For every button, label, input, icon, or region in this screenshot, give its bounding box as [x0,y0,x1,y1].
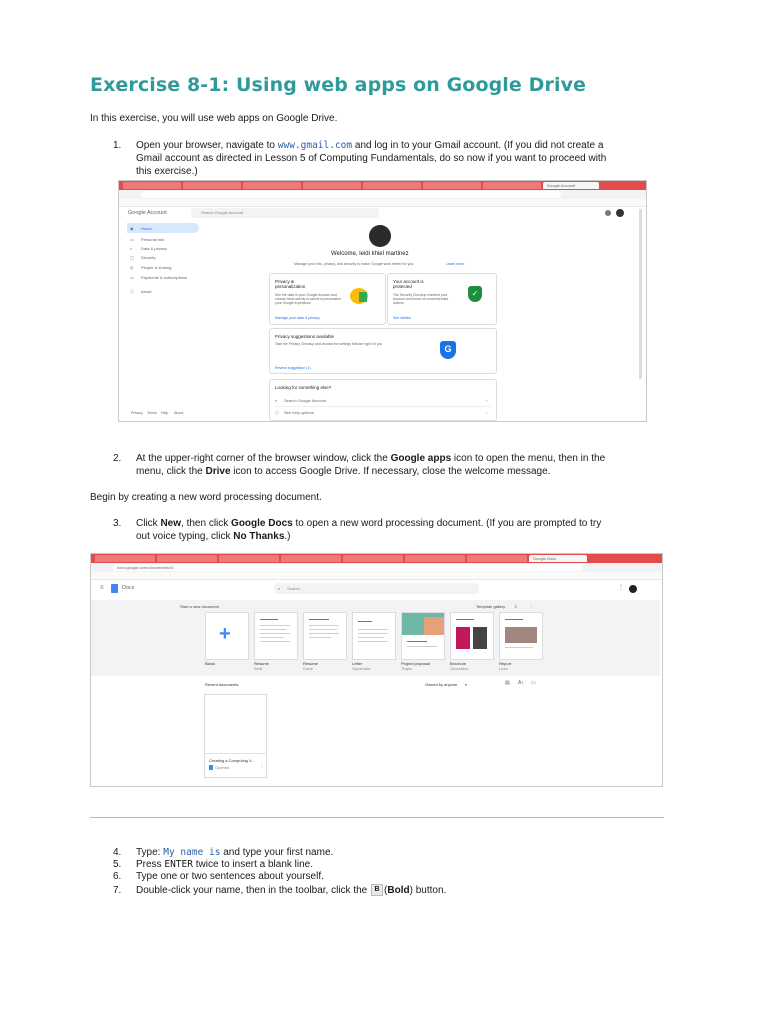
template-name: Brochure [450,661,467,666]
bookmarks-bar [91,572,662,580]
step-text: .) [284,531,291,542]
template-brochure[interactable] [450,612,494,660]
chevron-down-icon: ▾ [465,682,468,687]
nav-item-payments[interactable]: Payments & subscriptions [141,275,188,280]
step-number: 2. [113,453,122,464]
template-name: Blank [205,661,216,666]
folder-icon[interactable]: ▭ [531,680,536,686]
nav-item-home[interactable]: Home [141,226,152,231]
step-text: and type your first name. [223,847,334,858]
step-number: 3. [113,518,122,529]
nav-home-highlight [127,223,199,233]
card-title: Privacy & personalization [275,279,306,289]
docs-logo-icon [111,584,118,593]
privacy-card[interactable] [269,273,386,325]
browser-tab-bar [119,181,646,190]
step-1 [113,139,673,179]
card-item-search[interactable]: Search Google Account [284,398,327,403]
chevron-right-icon: › [486,410,488,415]
scrollbar[interactable] [639,209,642,379]
avatar[interactable] [629,585,637,593]
step-number: 7. [113,885,122,896]
step-text: Press [136,859,162,870]
recent-documents-label: Recent documents [205,682,239,687]
tab-label: Google Account [547,183,576,188]
google-apps-term: Google apps [390,453,452,464]
google-docs-screenshot [90,553,663,787]
no-thanks-term: No Thanks [233,531,285,542]
avatar[interactable] [616,209,624,217]
search-placeholder: Search [287,586,300,591]
step-text: icon to access Google Drive. If necessary, close the welcome message. [233,466,551,477]
start-new-label: Start a new document [180,604,219,609]
docs-logo-icon [209,765,213,770]
step-6 [113,870,673,882]
recent-document-card[interactable] [204,694,267,778]
step-text: out voice typing, click [136,531,231,542]
search-icon: ⌕ [275,398,278,403]
card-text: The Security Checkup checked your account and found no recommended actions [393,293,449,305]
nav-item-about[interactable]: About [141,289,152,294]
menu-icon[interactable]: ≡ [100,585,104,591]
chevron-right-icon: › [486,398,488,403]
step-text: Click [136,518,158,529]
step-text: to open a new word processing document. (If you are prompted to try [295,518,602,529]
template-sub: Spearmint [352,666,371,671]
plus-icon: + [219,623,231,645]
divider [90,817,664,818]
help-icon: ⓘ [275,410,279,415]
step-text: Open your browser, navigate to [136,140,275,151]
google-docs-term: Google Docs [231,518,293,529]
footer-link[interactable]: Terms [147,411,157,415]
step-4 [113,846,673,858]
step-text: Type: [136,847,161,858]
template-sub: Luxe [499,666,508,671]
step-text: , then click [181,518,229,529]
card-title: Your account is protected [393,279,424,289]
nav-privacy-icon: ◐ [130,246,133,251]
nav-person-icon: ▭ [130,237,134,242]
google-account-brand: Google Account [128,210,167,216]
step-2 [113,452,673,480]
template-project-proposal[interactable] [401,612,445,660]
template-sub: Tropic [401,666,412,671]
key-name: ENTER [164,859,193,870]
app-name: Docs [122,585,135,591]
step-text: Type one or two sentences about yourself. [136,871,324,882]
template-resume-coral[interactable] [303,612,347,660]
template-sub: Geometric [450,666,469,671]
owner-filter-dropdown[interactable]: Owned by anyone [425,682,458,687]
card-item-help[interactable]: See help options [284,410,314,415]
google-account-screenshot [118,180,647,422]
start-new-document-panel [91,600,660,676]
shield-check-icon: ✓ [468,286,482,302]
new-term: New [160,518,182,529]
nav-home-icon: ◉ [130,226,134,231]
template-resume-serif[interactable] [254,612,298,660]
card-title: Looking for something else? [275,385,332,390]
apps-icon[interactable]: ⋮ [618,585,624,591]
typed-text: My name is [163,847,221,858]
template-name: Report [499,661,512,666]
nav-card-icon: ▭ [130,275,134,280]
template-gallery-button[interactable]: Template gallery [476,604,506,609]
nav-item-data-privacy[interactable]: Data & privacy [141,246,168,251]
browser-tab-bar [91,554,662,563]
privacy-illustration-icon [359,292,367,302]
footer-link[interactable]: About [174,411,184,415]
template-letter[interactable] [352,612,396,660]
step-text: menu, click the [136,466,203,477]
welcome-subtitle: Manage your info, privacy, and security to make Google work better for you. [294,262,415,266]
step-number: 5. [113,859,122,870]
step-3 [113,517,673,545]
card-text: See the data in your Google Account and choose what activity is saved to personalize your Google experience [275,293,341,305]
bold-term: Bold [387,885,410,896]
template-sub: Coral [303,666,313,671]
search-icon: ⌕ [278,586,281,591]
step-text: Gmail account as directed in Lesson 5 of Computing Fundamentals, do so now if you want to proceed with [136,153,607,164]
bookmarks-bar [119,199,646,207]
template-sub: Serif [254,666,263,671]
apps-icon[interactable] [605,210,611,216]
template-name: Letter [352,661,363,666]
expand-icon: ⇕ [514,604,518,609]
template-name: Resume [303,661,318,666]
step-text: icon to open the menu, then in the [453,453,606,464]
sort-az-icon[interactable]: A↕ [518,680,524,686]
drive-term: Drive [205,466,231,477]
card-link[interactable]: Manage your data & privacy [275,316,320,320]
step-text: Double-click your name, then in the toolbar, click the [136,885,368,896]
step-number: 6. [113,871,122,882]
learn-more-link[interactable]: Learn more [446,262,465,266]
security-card[interactable] [387,273,497,325]
recent-doc-title: Creating a Computing V... [209,758,255,763]
footer-link[interactable]: Help [161,411,169,415]
template-name: Resume [254,661,269,666]
step-number: 1. [113,140,122,151]
nav-lock-icon: ▢ [130,255,134,260]
profile-photo [369,225,391,247]
step-number: 4. [113,847,122,858]
bold-button-icon: B [371,884,383,896]
card-link[interactable]: Review suggestion (1) [275,366,311,370]
card-link[interactable]: See details [393,316,411,320]
page-title: Exercise 8-1: Using web apps on Google Drive [90,74,587,96]
nav-item-security[interactable]: Security [141,255,156,260]
step-text: At the upper-right corner of the browser window, click the [136,453,388,464]
step-7: 7. Double-click your name, then in the toolbar, click the B (Bold) button. [113,885,447,896]
intro-text: In this exercise, you will use web apps on Google Drive. [90,113,338,124]
welcome-heading: Welcome, leidi khiel martinez [331,251,409,257]
template-blank[interactable] [205,612,249,660]
looking-for-card [269,379,497,421]
step-5 [113,858,673,870]
nav-people-icon: ◎ [130,265,134,270]
step-text: and log in to your Gmail account. (If you did not create a [354,140,604,151]
tab-label: Google Docs [533,556,557,561]
nav-info-icon: ⓘ [130,289,134,294]
footer-link[interactable]: Privacy [131,411,143,415]
step-text: button. [415,885,447,896]
template-report[interactable] [499,612,543,660]
google-shield-icon: G [440,341,456,359]
begin-text: Begin by creating a new word processing document. [90,492,322,503]
search-placeholder: Search Google Account [201,210,244,215]
step-text: this exercise.) [136,166,198,177]
step-text: twice to insert a blank line. [195,859,314,870]
url-text: docs.google.com/document/u/0/ [117,565,174,570]
search-input[interactable] [274,583,479,594]
card-title: Privacy suggestions available [275,334,335,339]
nav-item-personal-info[interactable]: Personal info [141,237,165,242]
template-name: Project proposal [401,661,430,666]
more-vert-icon[interactable]: ⋮ [260,763,264,768]
more-vert-icon[interactable]: ⋮ [529,604,533,609]
recent-doc-meta: Opened [215,765,230,770]
privacy-suggestions-card[interactable] [269,328,497,374]
nav-item-people-sharing[interactable]: People & sharing [141,265,172,270]
list-view-icon[interactable]: ▤ [505,680,510,686]
gmail-url: www.gmail.com [277,140,353,151]
search-input[interactable] [191,208,379,218]
card-text: Take the Privacy Checkup and choose the settings that are right for you [275,342,383,346]
